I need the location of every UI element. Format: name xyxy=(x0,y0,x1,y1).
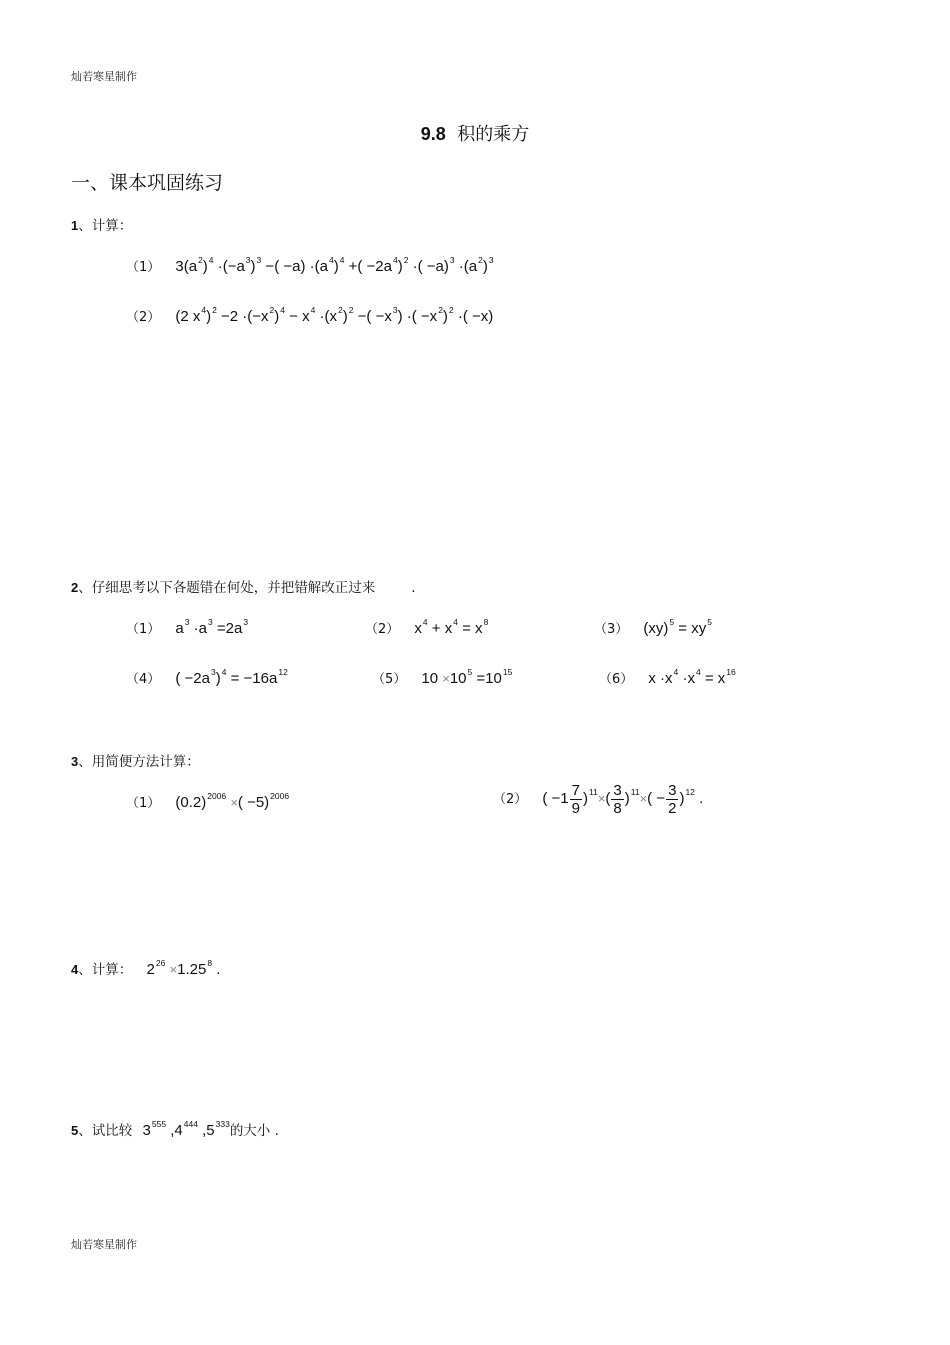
page-title xyxy=(0,120,950,146)
question-4-prompt: 、计算： xyxy=(78,962,133,978)
question-3-item-1-label: （1） xyxy=(126,796,161,811)
question-2-item-1-expr: $a^3 \cdot a^3 =2a^3$ xyxy=(175,617,249,637)
question-4-expr: $2^{26} \times 1.25^8$ . xyxy=(146,958,221,978)
question-5 xyxy=(71,1119,279,1139)
question-2-number: 2 xyxy=(71,580,79,595)
question-3-item-1 xyxy=(126,792,289,811)
question-4 xyxy=(71,958,220,978)
question-2-item-3-label: （3） xyxy=(594,622,629,637)
question-1-item-1-expr: $3(a^2)^4 \cdot(-a^3)^3$ −( $-a) \cdot(a^4)^4$ +( $-2a^4)^2$ ·( $-a)^3 \cdot(a^2)^3$ xyxy=(175,255,494,275)
question-3-heading xyxy=(71,750,200,770)
question-1-item-1 xyxy=(126,256,494,275)
question-2-item-1-label: （1） xyxy=(126,622,161,637)
question-3-item-2 xyxy=(493,782,703,817)
question-1-item-2-expr: (2 $x^4)^2 -2 \cdot(-x^2)^4 - x^4 \cdot(x^2)^2$ −( $-x^3$) ·( $-x^2)^2$ ·( −x) xyxy=(175,305,494,325)
question-2-item-4 xyxy=(126,668,288,687)
question-1-number: 1 xyxy=(71,218,79,233)
question-2-item-4-label: （4） xyxy=(126,672,161,687)
question-1-item-2-label: （2） xyxy=(126,310,161,325)
question-2-item-2-expr: $x^4 + x^4 = x^8$ xyxy=(414,617,489,637)
question-4-number: 4 xyxy=(71,962,79,977)
question-3-item-1-expr: $(0.2)^{2006}$ ×( −5)$^{2006}$ xyxy=(175,791,290,811)
title-number: 9.8 xyxy=(420,124,446,144)
question-1-item-2 xyxy=(126,306,493,325)
section-heading: 一、课本巩固练习 xyxy=(71,172,224,194)
question-2-prompt: 、仔细思考以下各题错在何处，并把错解改正过来 xyxy=(78,580,376,596)
question-3-item-2-expr: ( −1 $\frac{7}{9}$ )$^{11}$×( $\frac{3}{8}$ )$^{11}$×( − $\frac{3}{2}$ )$^{12}$ . xyxy=(542,782,704,817)
question-5-suffix: 的大小 xyxy=(229,1123,271,1139)
question-1-prompt: 、计算： xyxy=(78,218,133,234)
question-3-prompt: 、用简便方法计算： xyxy=(78,754,200,770)
question-2-item-5-expr: $10 \times 10^5 =10^{15}$ xyxy=(421,667,513,687)
question-2-item-5-label: （5） xyxy=(372,672,407,687)
question-1-item-1-label: （1） xyxy=(126,260,161,275)
page-footer: 灿若寒星制作 xyxy=(71,1238,137,1251)
question-2-item-6-expr: $x \cdot x^4 \cdot x^4 = x^{16}$ xyxy=(648,667,736,687)
question-2-trail: . xyxy=(411,580,416,596)
question-5-expr: $3^{555}$ $,4^{444}$ $,5^{333}$ xyxy=(142,1119,230,1139)
question-1-heading xyxy=(71,214,132,234)
question-2-heading xyxy=(71,576,416,596)
title-text: 积的乘方 xyxy=(457,124,530,145)
question-2-item-6 xyxy=(599,668,736,687)
question-5-number: 5 xyxy=(71,1123,79,1138)
question-2-item-2 xyxy=(365,618,488,637)
question-5-prompt: 、试比较 xyxy=(78,1123,133,1139)
question-2-item-5 xyxy=(372,668,512,687)
question-3-item-2-label: （2） xyxy=(493,792,528,808)
question-2-item-4-expr: ( $-2a^3)^4 = -16a^{12}$ xyxy=(175,667,288,687)
question-2-item-3 xyxy=(594,618,712,637)
question-5-trail: . xyxy=(274,1123,279,1139)
question-2-item-3-expr: $(xy)^5 = xy^5$ xyxy=(643,617,712,637)
question-2-item-2-label: （2） xyxy=(365,622,400,637)
question-3-number: 3 xyxy=(71,754,79,769)
page-header: 灿若寒星制作 xyxy=(71,70,137,83)
question-2-item-1 xyxy=(126,618,248,637)
question-2-item-6-label: （6） xyxy=(599,672,634,687)
